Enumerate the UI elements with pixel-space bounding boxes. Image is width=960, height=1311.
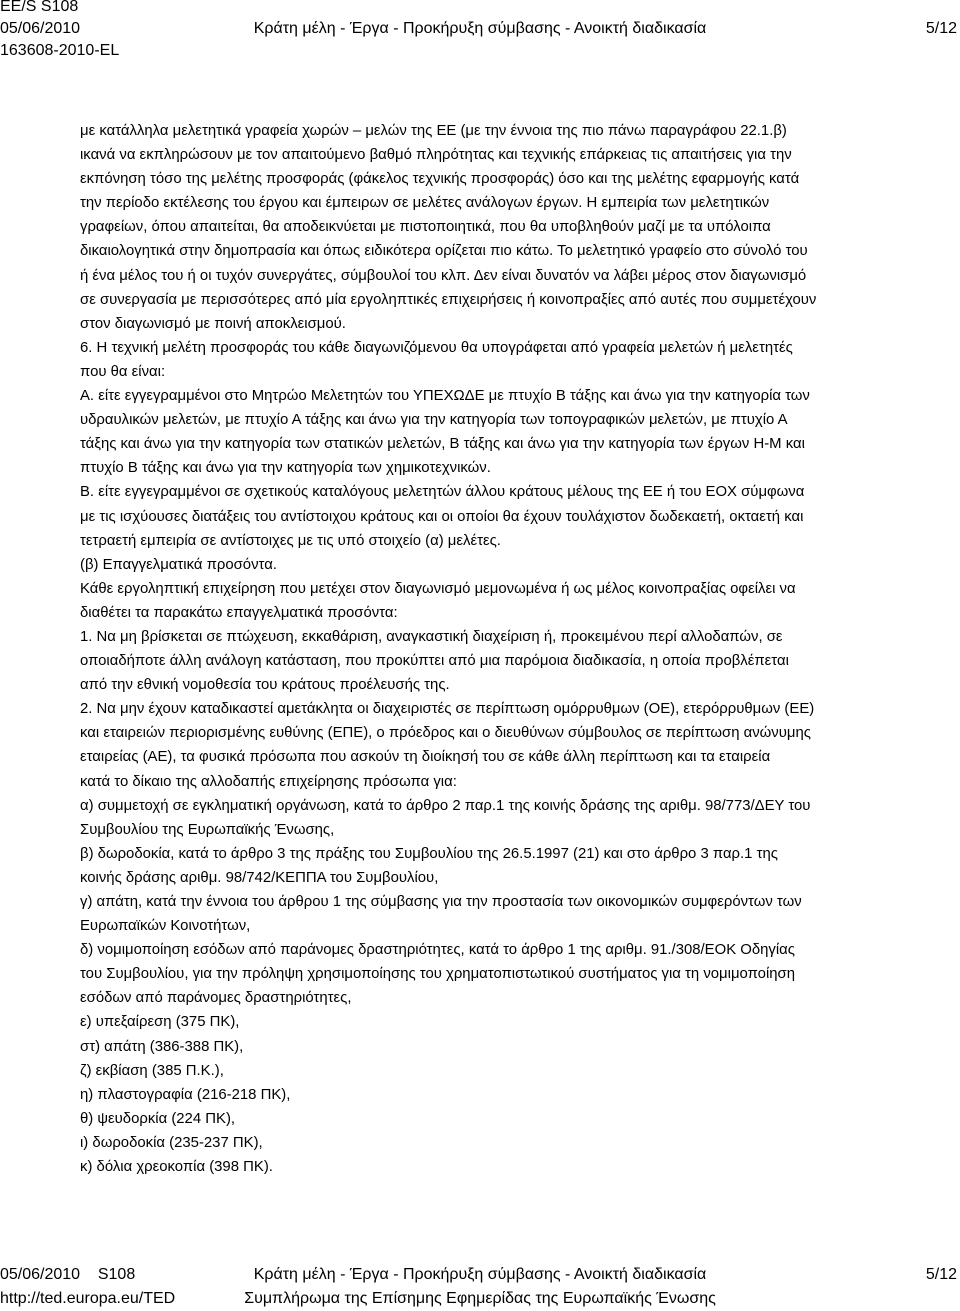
notice-id: 163608-2010-EL bbox=[0, 42, 120, 59]
footer-page-number: 5/12 bbox=[925, 1266, 957, 1283]
body-line: θ) ψευδορκία (224 ΠΚ), bbox=[80, 1110, 236, 1127]
body-line: η) πλαστογραφία (216-218 ΠΚ), bbox=[80, 1086, 291, 1103]
footer-date: 05/06/2010 bbox=[0, 1266, 81, 1283]
body-line: και εταιρειών περιορισμένης ευθύνης (ΕΠΕ), ο πρόεδρος και ο διευθύνων σύμβουλος σε περίπτωση ανώνυμης bbox=[80, 725, 811, 742]
page-header bbox=[0, 0, 960, 70]
body-line: τάξης και άνω για την κατηγορία των στατικών μελετών, Β τάξης και άνω για την κατηγορία των έργων Η-Μ και bbox=[80, 436, 805, 453]
footer-title: Κράτη μέλη - Έργα - Προκήρυξη σύμβασης - Ανοικτή διαδικασία bbox=[253, 1266, 707, 1283]
doc-code: EE/S S108 bbox=[0, 0, 79, 15]
body-line: δ) νομιμοποίηση εσόδων από παράνομες δραστηριότητες, κατά το άρθρο 1 της αριθμ. 91./308/ΕΟΚ Οδηγίας bbox=[80, 942, 795, 959]
body-line: εσόδων από παράνομες δραστηριότητες, bbox=[80, 990, 352, 1007]
header-date: 05/06/2010 bbox=[0, 20, 81, 37]
body-line: Συμβουλίου της Ευρωπαϊκής Ένωσης, bbox=[80, 821, 335, 838]
body-line: 2. Να μην έχουν καταδικαστεί αμετάκλητα οι διαχειριστές σε περίπτωση ομόρρυθμων (ΟΕ), ετερόρρυθμων (ΕΕ) bbox=[80, 701, 815, 718]
body-line: 6. Η τεχνική μελέτη προσφοράς του κάθε διαγωνιζόμενου θα υπογράφεται από γραφεία μελετών ή μελετητές bbox=[80, 339, 793, 356]
body-line: εκπόνηση τόσο της μελέτης προσφοράς (φάκελος τεχνικής προσφοράς) όσο και της μελέτης εφαρμογής κατά bbox=[80, 171, 800, 188]
body-line: κοινής δράσης αριθμ. 98/742/ΚΕΠΠΑ του Συμβουλίου, bbox=[80, 869, 439, 886]
body-line: α) συμμετοχή σε εγκληματική οργάνωση, κατά το άρθρο 2 παρ.1 της κοινής δράσης της αριθμ. 98/773/ΔΕΥ του bbox=[80, 797, 811, 814]
header-page-number: 5/12 bbox=[925, 20, 957, 37]
body-line: Α. είτε εγγεγραμμένοι στο Μητρώο Μελετητών του ΥΠΕΧΩΔΕ με πτυχίο Β τάξης και άνω για την κατηγορία των bbox=[80, 388, 810, 405]
body-line: με τις ισχύουσες διατάξεις του αντίστοιχου κράτους και οι οποίοι θα έχουν τουλάχιστον δωδεκαετή, οκταετή και bbox=[80, 508, 804, 525]
body-line: ζ) εκβίαση (385 Π.Κ.), bbox=[80, 1062, 224, 1079]
body-line: Ευρωπαϊκών Κοινοτήτων, bbox=[80, 918, 251, 935]
footer-supplement: Συμπλήρωμα της Επίσημης Εφημερίδας της Ευρωπαϊκής Ένωσης bbox=[244, 1290, 716, 1307]
body-line: 1. Να μη βρίσκεται σε πτώχευση, εκκαθάριση, αναγκαστική διαχείριση ή, προκειμένου περί αλλοδαπών, σε bbox=[80, 628, 783, 645]
body-line: κ) δόλια χρεοκοπία (398 ΠΚ). bbox=[80, 1159, 273, 1176]
body-line: υδραυλικών μελετών, με πτυχίο Α τάξης και άνω για την κατηγορία των τοπογραφικών μελετών, με πτυχίο Α bbox=[80, 412, 788, 429]
footer-url: http://ted.europa.eu/TED bbox=[0, 1290, 176, 1307]
body-line: (β) Επαγγελματικά προσόντα. bbox=[80, 556, 277, 573]
body-line: ε) υπεξαίρεση (375 ΠΚ), bbox=[80, 1014, 240, 1031]
document-body bbox=[80, 119, 960, 1179]
body-line: γραφείων, όπου απαιτείται, θα αποδεικνύεται με πιστοποιητικά, που θα υποβληθούν μαζί με τα υπόλοιπα bbox=[80, 219, 771, 236]
body-line: Κάθε εργοληπτική επιχείρηση που μετέχει στον διαγωνισμό μεμονωμένα ή ως μέλος κοινοπραξίας οφείλει να bbox=[80, 580, 796, 597]
body-line: στ) απάτη (386-388 ΠΚ), bbox=[80, 1038, 244, 1055]
body-line: του Συμβουλίου, για την πρόληψη χρησιμοποίησης του χρηματοπιστωτικού συστήματος για τη νομιμοποίηση bbox=[80, 966, 796, 983]
body-line: πτυχίο Β τάξης και άνω για την κατηγορία των χημικοτεχνικών. bbox=[80, 460, 491, 477]
body-line: δικαιολογητικά στην δημοπρασία και όπως ειδικότερα ορίζεται πιο κάτω. Το μελετητικό γραφείο στο σύνολό του bbox=[80, 243, 808, 260]
body-line: γ) απάτη, κατά την έννοια του άρθρου 1 της σύμβασης για την προστασία των οικονομικών συμφερόντων των bbox=[80, 894, 802, 910]
body-line: διαθέτει τα παρακάτω επαγγελματικά προσόντα: bbox=[80, 604, 398, 621]
body-line: τετραετή εμπειρία σε αντίστοιχες με τις υπό στοιχείο (α) μελέτες. bbox=[80, 532, 501, 549]
body-line: σε συνεργασία με περισσότερες από μία εργοληπτικές επιχειρήσεις ή κοινοπραξίες από αυτές που συμμετέχουν bbox=[80, 291, 817, 308]
header-title: Κράτη μέλη - Έργα - Προκήρυξη σύμβασης - Ανοικτή διαδικασία bbox=[253, 20, 707, 37]
page-footer bbox=[0, 1263, 960, 1311]
body-line: με κατάλληλα μελετητικά γραφεία χωρών – μελών της ΕΕ (με την έννοια της πιο πάνω παραγράφου 22.1.β) bbox=[80, 123, 787, 139]
body-line: στον διαγωνισμό με ποινή αποκλεισμού. bbox=[80, 315, 346, 332]
body-line: που θα είναι: bbox=[80, 363, 166, 380]
body-line: ικανά να εκπληρώσουν με τον απαιτούμενο βαθμό πληρότητας και τεχνικής επάρκειας τις απαιτήσεις για την bbox=[80, 147, 792, 164]
body-line: εταιρείας (ΑΕ), τα φυσικά πρόσωπα που ασκούν τη διοίκησή του σε κάθε άλλη περίπτωση και τα εταιρεία bbox=[80, 749, 771, 766]
footer-series: S108 bbox=[97, 1266, 136, 1283]
body-line: Β. είτε εγγεγραμμένοι σε σχετικούς καταλόγους μελετητών άλλου κράτους μέλους της ΕΕ ή του ΕΟΧ σύμφωνα bbox=[80, 484, 805, 501]
body-line: β) δωροδοκία, κατά το άρθρο 3 της πράξης του Συμβουλίου της 26.5.1997 (21) και στο άρθρο 3 παρ.1 της bbox=[80, 845, 778, 862]
body-line: ή ένα μέλος του ή οι τυχόν συνεργάτες, σύμβουλοί του κλπ. Δεν είναι δυνατόν να λάβει μέρος στον διαγωνισμό bbox=[80, 267, 807, 284]
body-line: ι) δωροδοκία (235-237 ΠΚ), bbox=[80, 1134, 263, 1151]
body-line: οποιαδήποτε άλλη ανάλογη κατάσταση, που προκύπτει από μια παρόμοια διαδικασία, η οποία προβλέπεται bbox=[80, 653, 789, 670]
body-line: την περίοδο εκτέλεσης του έργου και έμπειρων σε μελέτες ανάλογων έργων. Η εμπειρία των μελετητικών bbox=[80, 195, 770, 212]
body-line: από την εθνική νομοθεσία του κράτους προέλευσής της. bbox=[80, 677, 450, 694]
body-line: κατά το δίκαιο της αλλοδαπής επιχείρησης πρόσωπα για: bbox=[80, 773, 457, 790]
